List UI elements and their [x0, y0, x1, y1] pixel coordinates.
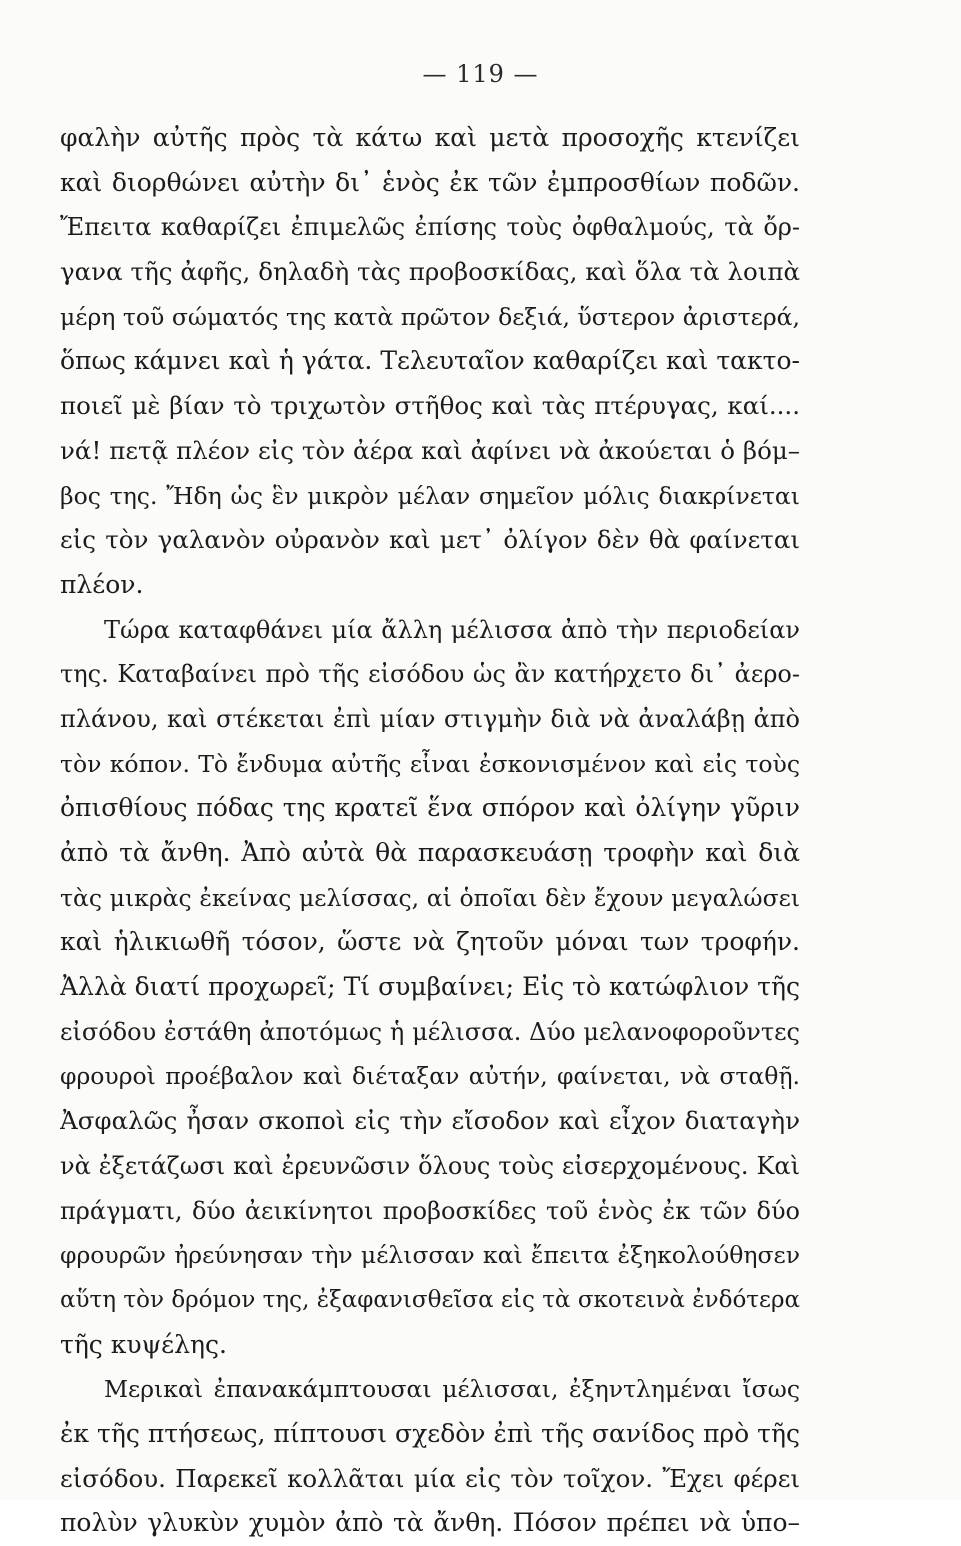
text-line: νὰ ἐξετάζωσι καὶ ἐρευνῶσιν ὅλους τοὺς εἰσερχομένους. Καὶ	[60, 1151, 800, 1180]
text-line: ὅπως κάμνει καὶ ἡ γάτα. Τελευταῖον καθαρίζει καὶ τακτο-	[60, 346, 800, 376]
text-line: ἐκ τῆς πτήσεως, πίπτουσι σχεδὸν ἐπὶ τῆς σανίδος πρὸ τῆς	[60, 1418, 800, 1448]
text-line: πολὺν γλυκὺν χυμὸν ἀπὸ τὰ ἄνθη. Πόσον πρέπει νὰ ὑπο–	[60, 1508, 800, 1538]
text-line: ὀπισθίους πόδας της κρατεῖ ἕνα σπόρον καὶ ὀλίγην γῦριν	[60, 793, 800, 823]
text-line: Μερικαὶ ἐπανακάμπτουσαι μέλισσαι, ἐξηντλημέναι ἴσως	[104, 1375, 800, 1404]
text-line: καὶ ἡλικιωθῆ τόσον, ὥστε νὰ ζητοῦν μόναι των τροφήν.	[60, 927, 800, 957]
text-line: ἀπὸ τὰ ἄνθη. Ἀπὸ αὐτὰ θὰ παρασκευάσῃ τροφὴν καὶ διὰ	[60, 838, 800, 867]
text-line: πράγματι, δύο ἀεικίνητοι προβοσκίδες τοῦ ἑνὸς ἐκ τῶν δύο	[60, 1196, 800, 1225]
text-line: τῆς κυψέλης.	[60, 1329, 227, 1359]
text-line: Ἔπειτα καθαρίζει ἐπιμελῶς ἐπίσης τοὺς ὀφθαλμούς, τὰ ὄρ-	[60, 213, 800, 242]
text-line: καὶ διορθώνει αὐτὴν δι᾽ ἑνὸς ἐκ τῶν ἐμπροσθίων ποδῶν.	[60, 167, 800, 197]
page-number: — 119 —	[422, 60, 539, 88]
text-line: φρουροὶ προέβαλον καὶ διέταξαν αὐτήν, φαίνεται, νὰ σταθῇ.	[60, 1062, 800, 1091]
text-line: νά! πετᾷ πλέον εἰς τὸν ἀέρα καὶ ἀφίνει νὰ ἀκούεται ὁ βόμ–	[60, 435, 800, 465]
text-line: τὸν κόπον. Τὸ ἔνδυμα αὐτῆς εἶναι ἐσκονισμένον καὶ εἰς τοὺς	[60, 749, 800, 778]
text-line: ποιεῖ μὲ βίαν τὸ τριχωτὸν στῆθος καὶ τὰς πτέρυγας, καί....	[60, 391, 800, 421]
text-line: εἰσόδου ἐστάθη ἀποτόμως ἡ μέλισσα. Δύο μελανοφοροῦντες	[60, 1017, 800, 1046]
text-line: της. Καταβαίνει πρὸ τῆς εἰσόδου ὡς ἂν κατήρχετο δι᾽ ἀερο-	[60, 660, 800, 689]
text-line: εἰς τὸν γαλανὸν οὐρανὸν καὶ μετ᾽ ὀλίγον δὲν θὰ φαίνεται	[60, 525, 800, 555]
text-line: Τώρα καταφθάνει μία ἄλλη μέλισσα ἀπὸ τὴν περιοδείαν	[104, 615, 800, 644]
text-line: Ἀλλὰ διατί προχωρεῖ; Τί συμβαίνει; Εἰς τὸ κατώφλιον τῆς	[60, 972, 800, 1002]
text-line: γανα τῆς ἀφῆς, δηλαδὴ τὰς προβοσκίδας, καὶ ὅλα τὰ λοιπὰ	[60, 257, 800, 287]
text-line: πλάνου, καὶ στέκεται ἐπὶ μίαν στιγμὴν διὰ νὰ ἀναλάβῃ ἀπὸ	[60, 704, 800, 733]
body-text	[60, 116, 800, 1546]
text-line: βος της. Ἤδη ὡς ἓν μικρὸν μέλαν σημεῖον μόλις διακρίνεται	[60, 481, 800, 510]
text-line: Ἀσφαλῶς ἦσαν σκοποὶ εἰς τὴν εἴσοδον καὶ εἶχον διαταγὴν	[60, 1106, 800, 1136]
paragraph-3	[60, 1367, 800, 1546]
text-line: μέρη τοῦ σώματός της κατὰ πρῶτον δεξιά, ὕστερον ἀριστερά,	[60, 302, 800, 331]
paragraph-2	[60, 608, 800, 1368]
paragraph-1	[60, 116, 800, 608]
text-line: αὕτη τὸν δρόμον της, ἐξαφανισθεῖσα εἰς τὰ σκοτεινὰ ἐνδότερα	[60, 1286, 800, 1313]
text-line: πλέον.	[60, 569, 144, 599]
text-line: φαλὴν αὐτῆς πρὸς τὰ κάτω καὶ μετὰ προσοχῆς κτενίζει	[60, 123, 800, 152]
text-line: τὰς μικρὰς ἐκείνας μελίσσας, αἱ ὁποῖαι δὲν ἔχουν μεγαλώσει	[60, 883, 800, 912]
text-line: εἰσόδου. Παρεκεῖ κολλᾶται μία εἰς τὸν τοῖχον. Ἔχει φέρει	[60, 1463, 800, 1493]
text-line: φρουρῶν ἠρεύνησαν τὴν μέλισσαν καὶ ἔπειτα ἐξηκολούθησεν	[60, 1241, 800, 1270]
